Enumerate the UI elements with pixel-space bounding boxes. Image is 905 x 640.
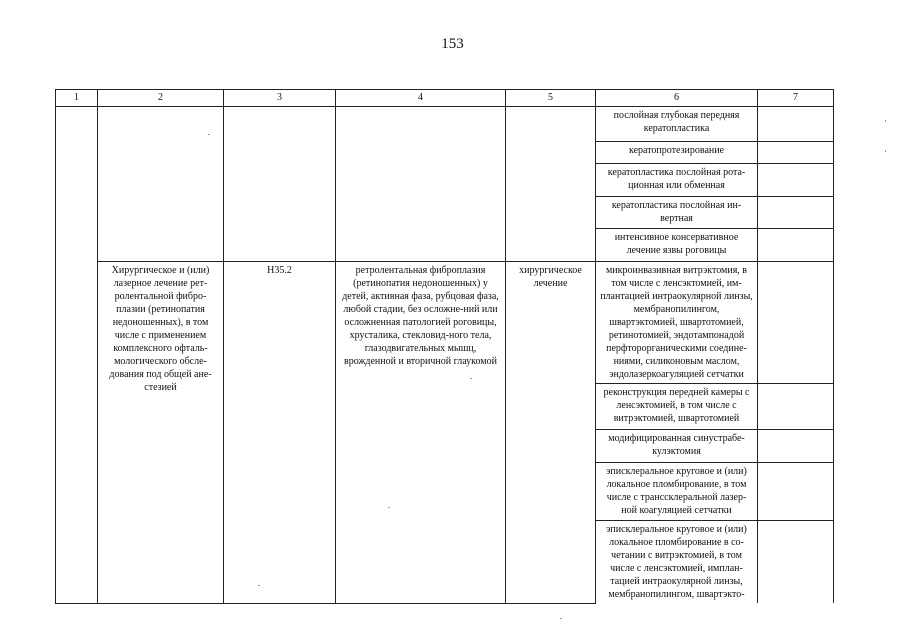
medical-care-table	[55, 89, 834, 604]
column-header: 6	[596, 90, 758, 107]
treatment-type-cell: хирургическое лечение	[506, 262, 596, 604]
column-header: 4	[336, 90, 506, 107]
method-cell: кератопротезирование	[596, 142, 758, 164]
cost-cell	[758, 142, 834, 164]
cost-cell	[758, 384, 834, 430]
scan-speck	[208, 134, 210, 135]
method-cell: интенсивное консервативное лечение язвы роговицы	[596, 229, 758, 262]
continued-name-cell	[98, 107, 224, 262]
column-header: 5	[506, 90, 596, 107]
scan-speck	[258, 585, 260, 586]
table-row	[56, 262, 834, 384]
cost-cell	[758, 197, 834, 229]
scan-speck	[470, 378, 472, 379]
scan-speck	[885, 120, 886, 122]
cost-cell	[758, 262, 834, 384]
column-header: 2	[98, 90, 224, 107]
page-number: 153	[441, 36, 464, 52]
cost-cell	[758, 463, 834, 521]
cost-cell	[758, 107, 834, 142]
scan-speck	[388, 507, 390, 508]
method-cell: эписклеральное круговое и (или) локальное пломбирование, в том числе с транссклеральной лазер-ной коагуляцией сетчатки	[596, 463, 758, 521]
column-header: 1	[56, 90, 98, 107]
cost-cell	[758, 229, 834, 262]
table-row	[56, 107, 834, 142]
method-cell: модифицированная синустрабе-кулэктомия	[596, 430, 758, 463]
method-cell: кератопластика послойная рота-ционная или обменная	[596, 164, 758, 197]
method-cell: эписклеральное круговое и (или) локальное пломбирование в со-четании с витрэктомией, в том числе с ленсэктомией, имплан-тацией интраокулярной линзы, мембранопилингом, швартэкто-	[596, 521, 758, 604]
care-name-cell: Хирургическое и (или) лазерное лечение рет-ролентальной фибро-плазии (ретинопатия недоношенных), в том числе с применением комплексного офталь-мологического обсле-дования под общей ане-стезией	[98, 262, 224, 604]
cost-cell	[758, 521, 834, 604]
method-cell: кератопластика послойная ин-вертная	[596, 197, 758, 229]
continued-treatment-cell	[506, 107, 596, 262]
method-cell: микроинвазивная витрэктомия, в том числе с ленсэктомией, им-плантацией интраокулярной линзы, мембранопилингом, швартэктомией, швартотомией, ретинотомией, эндотампонадой перфторорганическими соедине-ниями, силиконовым маслом, эндолазеркоагуляцией сетчатки	[596, 262, 758, 384]
scan-speck	[560, 618, 562, 619]
method-cell: послойная глубокая передняя кератопластика	[596, 107, 758, 142]
cost-cell	[758, 430, 834, 463]
icd-code-cell: H35.2	[224, 262, 336, 604]
scan-speck	[885, 150, 886, 152]
patient-model-cell: ретролентальная фиброплазия (ретинопатия недоношенных) у детей, активная фаза, рубцовая фаза, любой стадии, без осложне-ний или осложненная патологией роговицы, хрусталика, стекловид-ного тела, глазодвигательных мышц, врожденной и вторичной глаукомой	[336, 262, 506, 604]
column-1-cell	[56, 107, 98, 604]
cost-cell	[758, 164, 834, 197]
column-header: 7	[758, 90, 834, 107]
method-cell: реконструкция передней камеры с ленсэктомией, в том числе с витрэктомией, швартотомией	[596, 384, 758, 430]
continued-model-cell	[336, 107, 506, 262]
column-number-row	[56, 90, 834, 107]
column-header: 3	[224, 90, 336, 107]
continued-code-cell	[224, 107, 336, 262]
